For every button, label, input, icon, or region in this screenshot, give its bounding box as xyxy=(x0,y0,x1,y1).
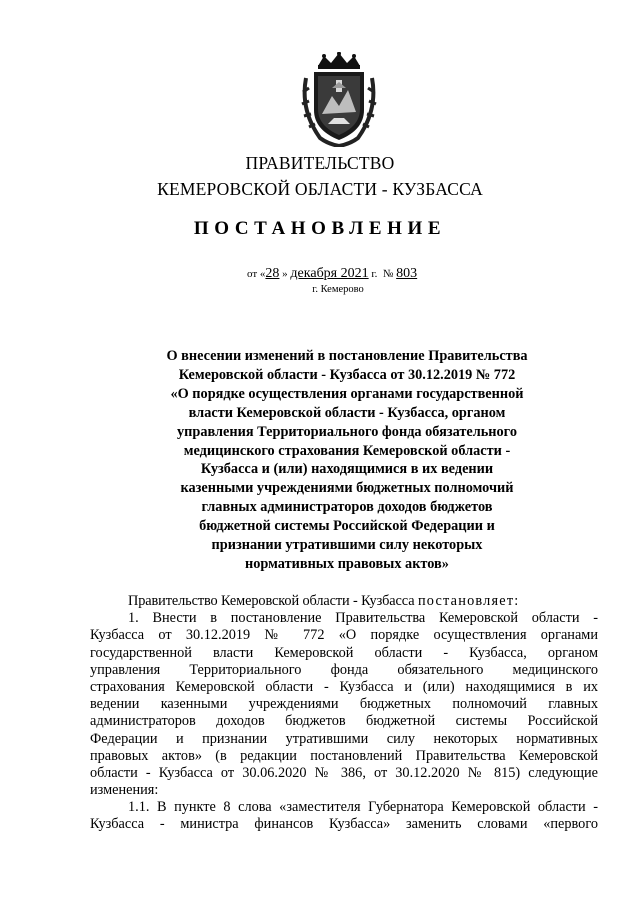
title-line: власти Кемеровской области - Кузбасса, органом xyxy=(188,404,506,421)
paragraph-line: 1.1. В пункте 8 слова «заместителя Губернатора Кемеровской области - xyxy=(128,799,598,816)
document-type-heading: ПОСТАНОВЛЕНИЕ xyxy=(193,218,447,239)
date-day: 28 xyxy=(265,266,280,281)
paragraph-line: правовых актов» (в редакции постановлений Правительства Кемеровской xyxy=(90,747,598,764)
document-body xyxy=(90,593,598,834)
title-line: нормативных правовых актов» xyxy=(245,555,449,572)
date-year-suffix: г. xyxy=(371,268,378,280)
government-name-line2: КЕМЕРОВСКОЙ ОБЛАСТИ - КУЗБАССА xyxy=(157,179,483,199)
intro-paragraph xyxy=(90,593,598,610)
paragraph-line: Федерации и признании утратившими силу некоторых нормативных xyxy=(90,730,598,747)
title-line: Кемеровской области - Кузбасса от 30.12.2019 № 772 xyxy=(178,366,516,383)
title-line: признании утратившими силу некоторых xyxy=(211,537,483,554)
intro-verb: постановляет: xyxy=(417,593,520,609)
paragraph-line: Кузбасса от 30.12.2019 № 772 «О порядке осуществления органами xyxy=(90,627,598,644)
title-line: управления Территориального фонда обязательного xyxy=(177,423,517,440)
paragraph-line: управления Территориального фонда обязательного медицинского xyxy=(90,661,598,678)
title-line: главных администраторов доходов бюджетов xyxy=(201,499,493,516)
title-line: О внесении изменений в постановление Правительства xyxy=(166,348,528,364)
paragraph-line: 1. Внести в постановление Правительства Кемеровской области - xyxy=(128,610,598,627)
document-number: 803 xyxy=(396,266,418,281)
city-label: г. Кемерово xyxy=(312,284,364,295)
paragraph-line: страхования Кемеровской области - Кузбасса и (или) находящимися в их xyxy=(90,678,598,695)
document-title xyxy=(150,347,544,574)
paragraph-line: ведении казенными учреждениями бюджетных полномочий главных xyxy=(90,696,598,713)
coat-of-arms-emblem xyxy=(298,52,380,147)
intro-prefix: Правительство Кемеровской области - Кузбасса xyxy=(128,593,415,609)
title-line: «О порядке осуществления органами государственной xyxy=(170,385,524,402)
paragraph-1 xyxy=(90,610,598,799)
title-line: бюджетной системы Российской Федерации и xyxy=(199,518,495,535)
title-line: казенными учреждениями бюджетных полномочий xyxy=(180,480,514,497)
date-mid: » xyxy=(282,268,288,280)
paragraph-line: администраторов доходов бюджетов бюджетной системы Российской xyxy=(90,713,598,730)
government-name-line1: ПРАВИТЕЛЬСТВО xyxy=(245,153,395,173)
date-number-line xyxy=(247,267,417,281)
paragraph-last-line: изменения: xyxy=(90,782,159,799)
paragraph-line: Кузбасса - министра финансов Кузбасса» заменить словами «первого xyxy=(90,816,598,833)
title-line: медицинского страхования Кемеровской области - xyxy=(183,442,511,459)
date-month-year: декабря 2021 xyxy=(290,266,369,281)
number-prefix: № xyxy=(382,268,394,280)
paragraph-line: области - Кузбасса от 30.06.2020 № 386, от 30.12.2020 № 815) следующие xyxy=(90,764,598,781)
paragraph-line: государственной власти Кемеровской области - Кузбасса, органом xyxy=(90,644,598,661)
paragraph-1-1 xyxy=(90,799,598,833)
title-line: Кузбасса и (или) находящимися в их ведении xyxy=(200,461,494,478)
date-prefix: от « xyxy=(247,268,266,280)
